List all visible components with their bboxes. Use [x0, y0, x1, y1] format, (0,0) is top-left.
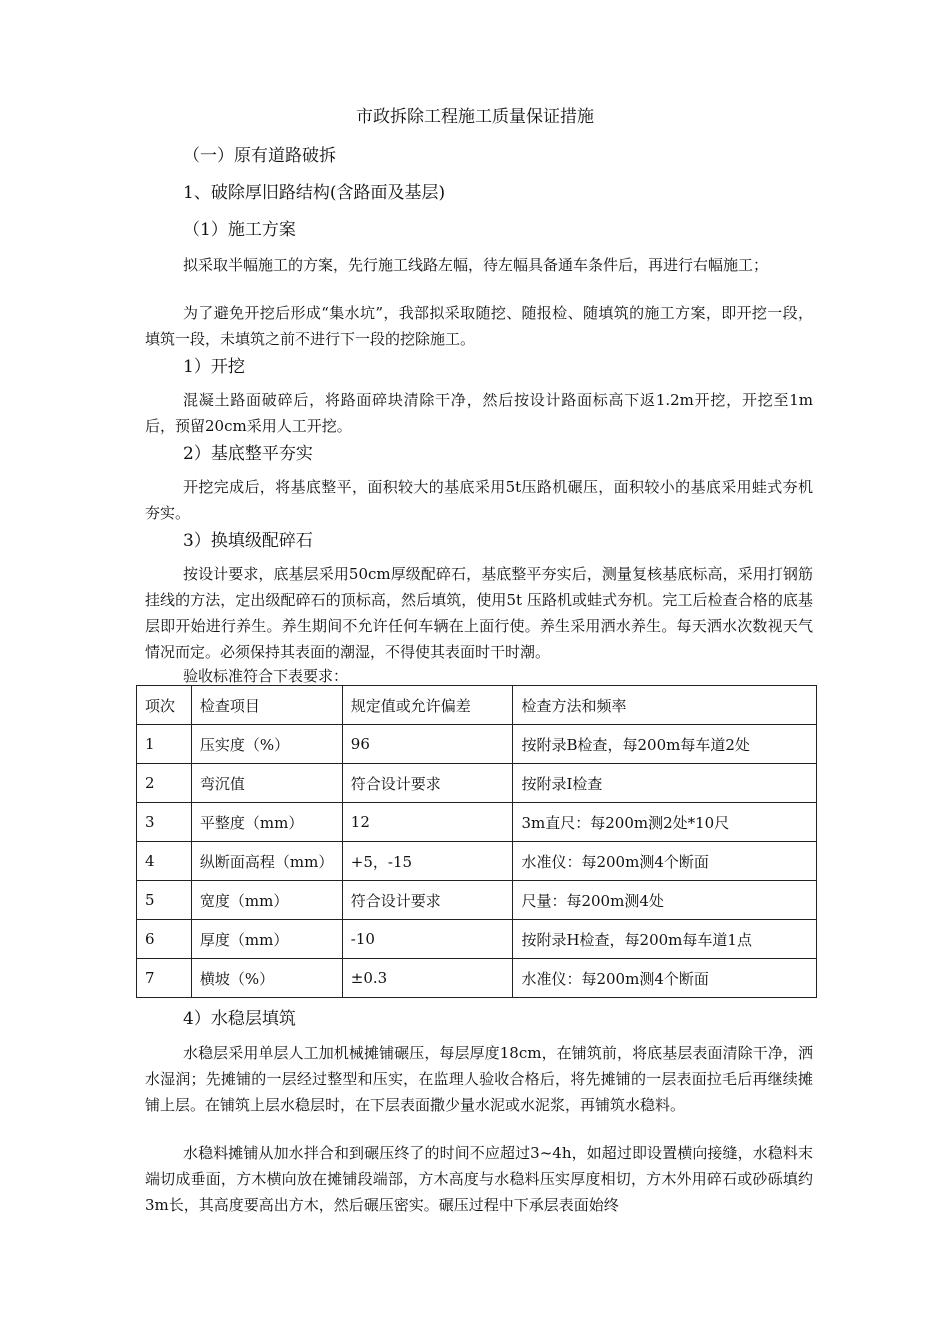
table-caption: 验收标准符合下表要求：: [183, 667, 349, 685]
paragraph-base-compaction: 开挖完成后，将基底整平，面积较大的基底采用5t压路机碾压，面积较小的基底采用蛙式夯机夯实。: [145, 478, 813, 522]
table-cell: 符合设计要求: [342, 764, 513, 803]
table-row: [137, 842, 817, 881]
table-header-cell: 检查项目: [191, 686, 342, 725]
table-cell: 水准仪：每200m测4个断面: [513, 959, 817, 998]
section-heading-demolition: （一）原有道路破拆: [183, 146, 336, 166]
table-row: [137, 959, 817, 998]
document-title: 市政拆除工程施工质量保证措施: [356, 107, 594, 127]
subheading-excavation: 1）开挖: [183, 357, 245, 377]
paragraph-paving-joints: 水稳料摊铺从加水拌合和到碾压终了的时间不应超过3~4h，如超过即设置横向接缝，水稳料末端切成垂面，方木横向放在摊铺段端部，方木高度与水稳料压实厚度相切，方木外用碎石或砂砾填约3m长，其高度要高出方木，然后碾压密实。碾压过程中下承层表面始终: [145, 1144, 813, 1214]
table-cell: 7: [137, 959, 192, 998]
table-cell: 横坡（%）: [191, 959, 342, 998]
paragraph-half-width-plan: 拟采取半幅施工的方案，先行施工线路左幅，待左幅具备通车条件后，再进行右幅施工；: [183, 256, 769, 274]
table-cell: -10: [342, 920, 513, 959]
table-cell: 3: [137, 803, 192, 842]
table-row: [137, 725, 817, 764]
table-cell: 4: [137, 842, 192, 881]
table-cell: 3m直尺：每200m测2处*10尺: [513, 803, 817, 842]
table-cell: 平整度（mm）: [191, 803, 342, 842]
table-cell: 尺量：每200m测4处: [513, 881, 817, 920]
table-cell: 1: [137, 725, 192, 764]
table-row: [137, 764, 817, 803]
table-header-cell: 项次: [137, 686, 192, 725]
subheading-cement-stabilized-layer: 4）水稳层填筑: [183, 1009, 296, 1029]
table-header-cell: 规定值或允许偏差: [342, 686, 513, 725]
subheading-base-compaction: 2）基底整平夯实: [183, 444, 313, 464]
table-cell: ±0.3: [342, 959, 513, 998]
table-cell: 按附录H检查，每200m每车道1点: [513, 920, 817, 959]
table-cell: +5，-15: [342, 842, 513, 881]
paragraph-gravel-replacement: 按设计要求，底基层采用50cm厚级配碎石，基底整平夯实后，测量复核基底标高，采用打钢筋挂线的方法，定出级配碎石的顶标高，然后填筑，使用5t 压路机或蛙式夯机。完工后检查合格的底基层即开始进行养生。养生期间不允许任何车辆在上面行使。养生采用洒水养生。每天洒水次数视天气情况而定。必须保持其表面的潮湿，不得使其表面时干时潮。: [145, 565, 813, 661]
table-cell: 12: [342, 803, 513, 842]
subheading-gravel-replacement: 3）换填级配碎石: [183, 531, 313, 551]
section-heading-remove-structure: 1、破除厚旧路结构(含路面及基层): [183, 183, 446, 203]
paragraph-excavation: 混凝土路面破碎后，将路面碎块清除干净，然后按设计路面标高下返1.2m开挖，开挖至1m后，预留20cm采用人工开挖。: [145, 391, 813, 435]
table-cell: 2: [137, 764, 192, 803]
table-cell: 按附录B检查，每200m每车道2处: [513, 725, 817, 764]
table-row: [137, 803, 817, 842]
paragraph-cement-stabilized-layer: 水稳层采用单层人工加机械摊铺碾压，每层厚度18cm，在铺筑前，将底基层表面清除干净，洒水湿润；先摊铺的一层经过整型和压实，在监理人验收合格后，将先摊铺的一层表面拉毛后再继续摊铺上层。在铺筑上层水稳层时，在下层表面撒少量水泥或水泥浆，再铺筑水稳料。: [145, 1044, 813, 1114]
table-cell: 弯沉值: [191, 764, 342, 803]
paragraph-excavation-plan: 为了避免开挖后形成“集水坑”，我部拟采取随挖、随报检、随填筑的施工方案，即开挖一段，填筑一段，未填筑之前不进行下一段的挖除施工。: [145, 304, 813, 348]
table-cell: 按附录I检查: [513, 764, 817, 803]
section-heading-construction-plan: （1）施工方案: [183, 220, 296, 240]
acceptance-standards-table: [136, 685, 817, 998]
table-cell: 宽度（mm）: [191, 881, 342, 920]
table-cell: 纵断面高程（mm）: [191, 842, 342, 881]
table-cell: 水准仪：每200m测4个断面: [513, 842, 817, 881]
table-row: [137, 881, 817, 920]
table-cell: 5: [137, 881, 192, 920]
table-header-row: [137, 686, 817, 725]
table-cell: 6: [137, 920, 192, 959]
table-cell: 符合设计要求: [342, 881, 513, 920]
table-row: [137, 920, 817, 959]
table-header-cell: 检查方法和频率: [513, 686, 817, 725]
table-cell: 压实度（%）: [191, 725, 342, 764]
table-cell: 厚度（mm）: [191, 920, 342, 959]
table-cell: 96: [342, 725, 513, 764]
